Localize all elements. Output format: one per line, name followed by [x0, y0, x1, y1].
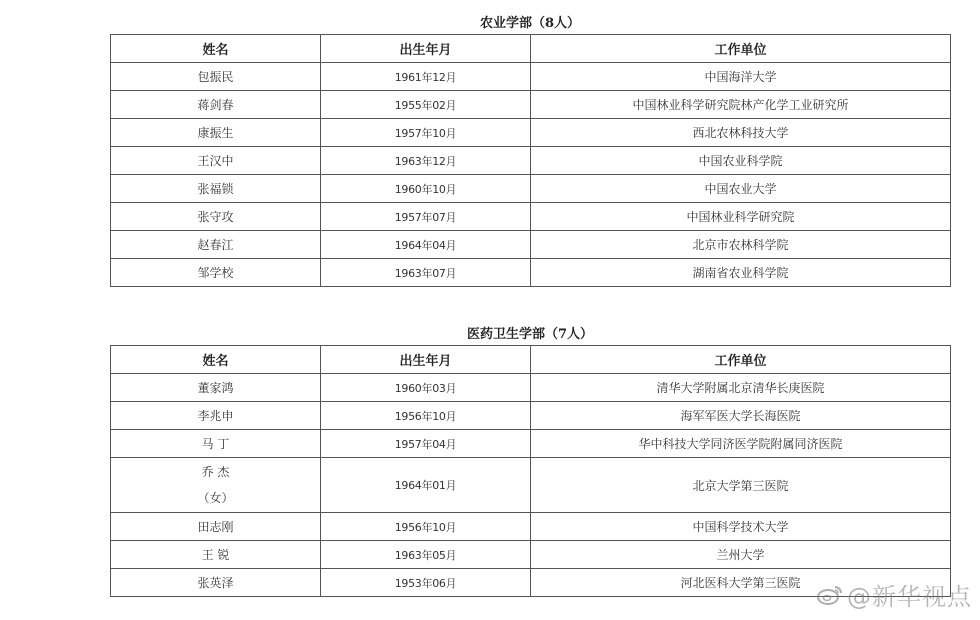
cell-name: 王汉中 [111, 147, 321, 175]
cell-name: 张福锁 [111, 175, 321, 203]
cell-name: 赵春江 [111, 231, 321, 259]
watermark [817, 577, 972, 612]
header-birth: 出生年月 [321, 346, 531, 374]
cell-name: 邹学校 [111, 259, 321, 287]
table-row [111, 430, 951, 458]
table-row [111, 259, 951, 287]
cell-birth: 1960年10月 [321, 175, 531, 203]
cell-birth: 1963年05月 [321, 541, 531, 569]
cell-name: 蒋剑春 [111, 91, 321, 119]
cell-unit: 中国农业大学 [531, 175, 951, 203]
cell-unit: 中国农业科学院 [531, 147, 951, 175]
cell-unit: 中国海洋大学 [531, 63, 951, 91]
cell-name: 张英泽 [111, 569, 321, 597]
table-row [111, 147, 951, 175]
table-row [111, 63, 951, 91]
cell-name: 王 锐 [111, 541, 321, 569]
cell-birth: 1957年07月 [321, 203, 531, 231]
header-unit: 工作单位 [531, 35, 951, 63]
table-header-row [111, 346, 951, 374]
cell-birth: 1963年12月 [321, 147, 531, 175]
cell-birth: 1956年10月 [321, 513, 531, 541]
cell-unit: 中国林业科学研究院林产化学工业研究所 [531, 91, 951, 119]
cell-birth: 1960年03月 [321, 374, 531, 402]
cell-unit: 中国科学技术大学 [531, 513, 951, 541]
cell-name: 张守攻 [111, 203, 321, 231]
table-agriculture [110, 34, 951, 287]
header-name: 姓名 [111, 346, 321, 374]
cell-unit: 中国林业科学研究院 [531, 203, 951, 231]
table-row [111, 541, 951, 569]
section-title-medicine: 医药卫生学部（7人） [466, 327, 594, 342]
cell-name: 田志刚 [111, 513, 321, 541]
weibo-icon [817, 584, 843, 606]
cell-name: 包振民 [111, 63, 321, 91]
cell-name: 董家鸿 [111, 374, 321, 402]
cell-birth: 1961年12月 [321, 63, 531, 91]
cell-name: 李兆申 [111, 402, 321, 430]
header-name: 姓名 [111, 35, 321, 63]
cell-unit: 北京市农林科学院 [531, 231, 951, 259]
cell-name: 马 丁 [111, 430, 321, 458]
cell-unit: 河北医科大学第三医院 [531, 569, 951, 597]
cell-unit: 兰州大学 [531, 541, 951, 569]
cell-name-text: 乔 杰 [201, 465, 230, 479]
table-row [111, 175, 951, 203]
table-row [111, 231, 951, 259]
cell-birth: 1957年10月 [321, 119, 531, 147]
cell-birth: 1953年06月 [321, 569, 531, 597]
cell-unit: 湖南省农业科学院 [531, 259, 951, 287]
cell-unit: 海军军医大学长海医院 [531, 402, 951, 430]
cell-unit: 西北农林科技大学 [531, 119, 951, 147]
cell-name [111, 458, 321, 513]
table-row [111, 374, 951, 402]
table-header-row [111, 35, 951, 63]
cell-birth: 1963年07月 [321, 259, 531, 287]
header-unit: 工作单位 [531, 346, 951, 374]
cell-birth: 1956年10月 [321, 402, 531, 430]
cell-unit: 清华大学附属北京清华长庚医院 [531, 374, 951, 402]
cell-name-note: （女） [197, 491, 234, 505]
cell-birth: 1964年04月 [321, 231, 531, 259]
table-row [111, 119, 951, 147]
section-title-agriculture: 农业学部（8人） [479, 16, 581, 31]
cell-unit: 北京大学第三医院 [531, 458, 951, 513]
table-row [111, 203, 951, 231]
header-birth: 出生年月 [321, 35, 531, 63]
table-medicine [110, 345, 951, 597]
cell-name: 康振生 [111, 119, 321, 147]
cell-birth: 1955年02月 [321, 91, 531, 119]
table-row [111, 402, 951, 430]
table-row [111, 91, 951, 119]
table-row [111, 458, 951, 513]
cell-birth: 1957年04月 [321, 430, 531, 458]
cell-birth: 1964年01月 [321, 458, 531, 513]
cell-unit: 华中科技大学同济医学院附属同济医院 [531, 430, 951, 458]
table-row [111, 513, 951, 541]
watermark-text: @新华视点 [847, 583, 972, 611]
